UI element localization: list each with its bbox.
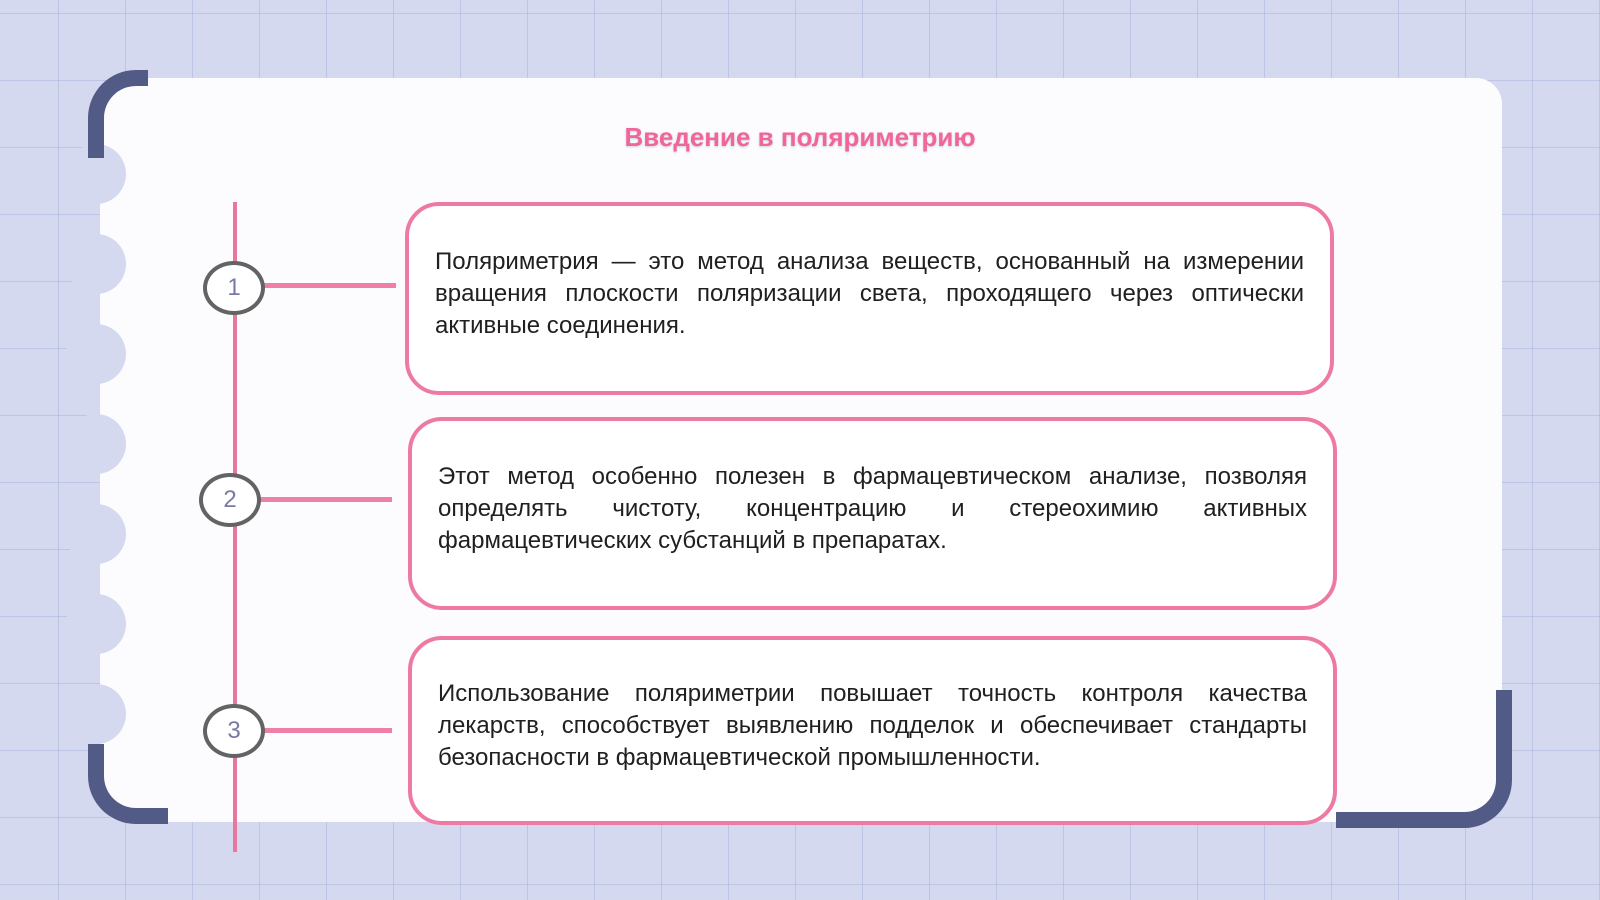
step-card-text: Использование поляриметрии повышает точность контроля качества лекарств, способствует выявлению подделок и обеспечивает стандарты безопасности в фармацевтической промышленности. [438,679,1307,771]
slide-title: Введение в поляриметрию [624,122,976,152]
step-card-3 [408,636,1337,825]
step-marker-2: 2 [199,473,261,527]
step-card-text: Поляриметрия — это метод анализа веществ, основанный на измерении вращения плоскости поляризации света, проходящего через оптически активные соединения. [435,247,1304,339]
sheet-scallop [66,504,126,564]
sheet-scallop [66,414,126,474]
timeline-connector-3 [262,728,392,733]
corner-bracket-bottom-right [1336,690,1512,828]
sheet-scallop [66,234,126,294]
sheet-scallop [66,324,126,384]
timeline-connector-1 [262,283,396,288]
step-card-1 [405,202,1334,395]
step-card-text: Этот метод особенно полезен в фармацевтическом анализе, позволяя определять чистоту, концентрацию и стереохимию активных фармацевтических субстанций в препаратах. [438,462,1307,554]
sheet-scallop [66,594,126,654]
corner-bracket-bottom-left [88,744,168,824]
step-marker-1: 1 [203,261,265,315]
step-marker-3: 3 [203,704,265,758]
step-card-2 [408,417,1337,610]
sheet-scallop [66,684,126,744]
timeline-connector-2 [260,497,392,502]
